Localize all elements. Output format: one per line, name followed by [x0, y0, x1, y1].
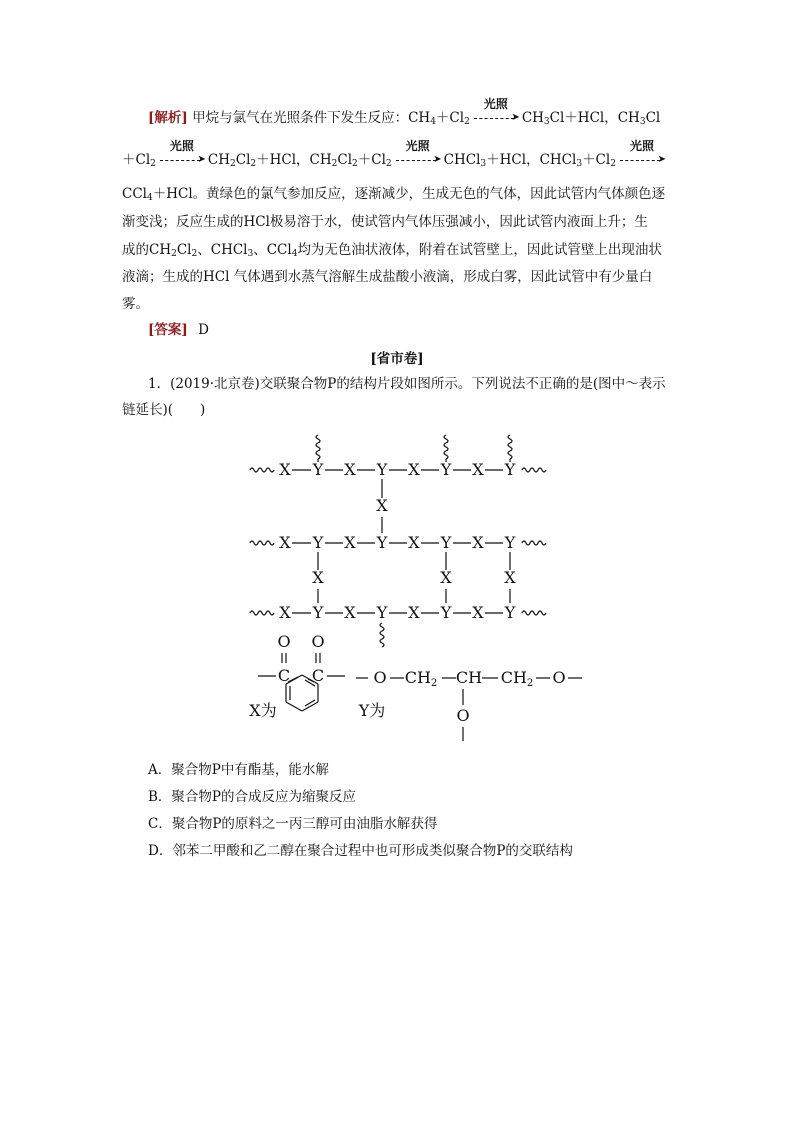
option-b: B．聚合物P的合成反应为缩聚反应 — [148, 789, 357, 805]
x-unit-label: X — [312, 568, 324, 587]
chain-extension-mark — [380, 623, 384, 647]
x-unit-label: X — [472, 533, 484, 552]
x-unit-label: X — [504, 568, 516, 587]
y-unit-label: Y — [312, 460, 324, 479]
x-unit-label: X — [344, 460, 356, 479]
x-unit-label: X — [472, 603, 484, 622]
y-unit-label: Y — [504, 533, 516, 552]
answer-tag: [答案] — [148, 322, 188, 338]
chain-extension-mark — [522, 468, 546, 472]
reaction-arrow: 光照 ➤ — [618, 154, 666, 168]
y-unit-label: Y — [440, 460, 452, 479]
chain-extension-mark — [444, 435, 448, 459]
x-unit-label: X — [279, 460, 291, 479]
benzene-ring-bond — [286, 702, 302, 711]
oxygen-atom-label: O — [373, 668, 387, 687]
x-unit-label: X — [408, 460, 420, 479]
reaction-arrow: 光照 ➤ — [472, 112, 520, 126]
analysis-line-1: [解析] 甲烷与氯气在光照条件下发生反应：$CH_4+Cl_2$ 光照 ➤ $CH_3Cl+HCl$，$CH_3Cl$ — [148, 96, 661, 127]
analysis-line-4: 渐变浅；反应生成的HCl极易溶于水，使试管内气体压强减小，因此试管内液面上升；生 — [122, 214, 648, 230]
ch2-group-label: CH2 — [500, 668, 534, 689]
ch2-group-label: CH2 — [404, 668, 438, 689]
chain-extension-mark — [250, 468, 274, 472]
analysis-line-3: CCl$_4$＋HCl。黄绿色的氯气参加反应，逐渐减少，生成无色的气体，因此试管内气体颜色逐 — [122, 186, 666, 203]
reaction-arrow: 光照 ➤ — [158, 154, 206, 168]
answer-value: D — [198, 322, 209, 338]
y-unit-label: Y — [312, 603, 324, 622]
reaction-arrow: 光照 ➤ — [394, 154, 442, 168]
x-unit-label: X — [408, 533, 420, 552]
analysis-line-2: $+Cl_2$ 光照 ➤ $CH_2Cl_2+HCl$，$CH_2Cl_2+Cl_2$ 光照 ➤ CHCl$_3$＋HCl，$CHCl_3+Cl_2$ 光照 ➤ — [122, 138, 666, 169]
analysis-tag: [解析] — [148, 110, 188, 126]
analysis-line-7: 雾。 — [122, 296, 149, 312]
x-unit-label: X — [408, 603, 420, 622]
y-unit-label: Y — [376, 603, 388, 622]
option-d: D．邻苯二甲酸和乙二醇在聚合过程中也可形成类似聚合物P的交联结构 — [148, 843, 573, 859]
chain-extension-mark — [508, 435, 512, 459]
chain-extension-mark — [522, 541, 546, 545]
x-unit-label: X — [472, 460, 484, 479]
y-unit-label: Y — [504, 460, 516, 479]
chain-extension-mark — [250, 541, 274, 545]
option-c: C．聚合物P的原料之一丙三醇可由油脂水解获得 — [148, 816, 438, 832]
section-title: [省市卷] — [370, 351, 424, 367]
oxygen-atom-label: O — [456, 706, 470, 725]
oxygen-atom-label: O — [277, 632, 291, 651]
carbon-atom-label: C — [277, 666, 291, 685]
y-unit-label: Y — [376, 460, 388, 479]
y-definition-label: Y为 — [358, 701, 386, 720]
option-a: A．聚合物P中有酯基，能水解 — [148, 762, 329, 778]
polymer-structure-diagram — [0, 425, 794, 755]
x-unit-label: X — [440, 568, 452, 587]
x-unit-label: X — [344, 533, 356, 552]
question-stem-1: 1．(2019·北京卷)交联聚合物P的结构片段如图所示。下列说法不正确的是(图中～表示 — [148, 376, 666, 392]
ch-group-label: CH — [455, 668, 483, 687]
x-unit-label: X — [279, 603, 291, 622]
chain-extension-mark — [522, 611, 546, 615]
analysis-line-6: 液滴；生成的HCl 气体遇到水蒸气溶解生成盐酸小液滴，形成白雾，因此试管中有少量白 — [122, 269, 653, 285]
x-unit-label: X — [344, 603, 356, 622]
x-unit-label: X — [279, 533, 291, 552]
answer-line — [148, 320, 704, 340]
question-stem-2: 链延长)( ) — [122, 402, 206, 418]
chain-extension-mark — [316, 435, 320, 459]
y-unit-label: Y — [440, 603, 452, 622]
x-unit-label: X — [376, 496, 388, 515]
carbon-atom-label: C — [311, 666, 325, 685]
oxygen-atom-label: O — [311, 632, 325, 651]
chain-extension-mark — [250, 611, 274, 615]
y-unit-label: Y — [376, 533, 388, 552]
oxygen-atom-label: O — [552, 668, 566, 687]
x-definition-label: X为 — [249, 701, 277, 720]
analysis-line-5: 成的$CH_2Cl_2$、CHCl$_3$、CCl$_4$均为无色油状液体，附着在试管壁上，因此试管壁上出现油状 — [122, 242, 662, 259]
y-unit-label: Y — [504, 603, 516, 622]
y-unit-label: Y — [440, 533, 452, 552]
y-unit-label: Y — [312, 533, 324, 552]
